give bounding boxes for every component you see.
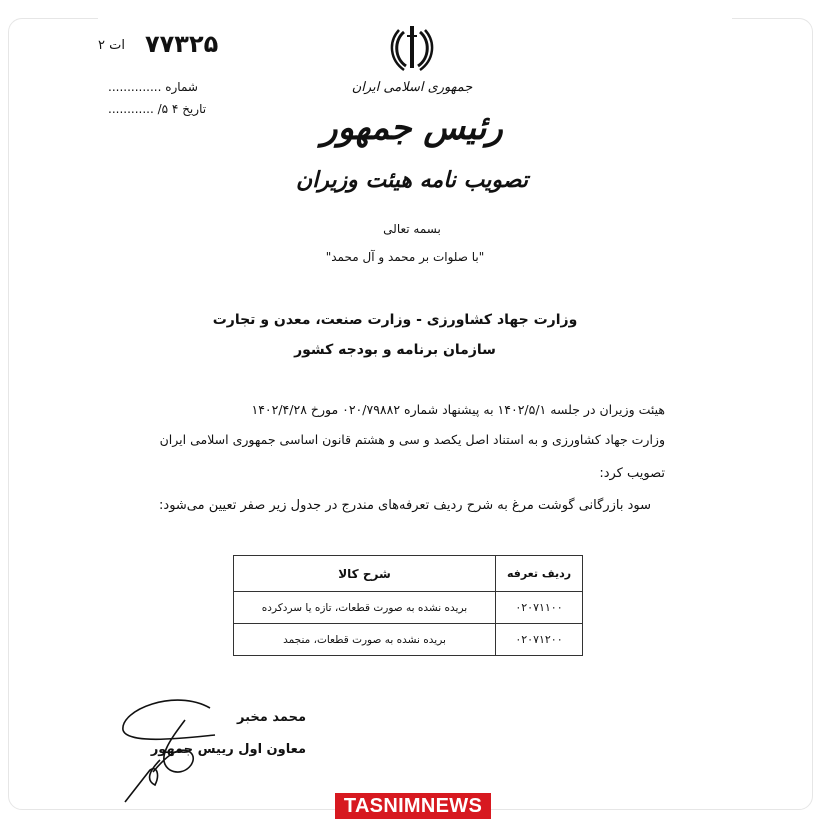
tariff-table <box>233 555 583 656</box>
office-heading: رئیس جمهور <box>321 108 503 148</box>
table-row <box>234 624 583 656</box>
signatory-title: معاون اول رییس جمهور <box>150 742 306 757</box>
serial-number: ۷۷۳۲۵ <box>145 30 219 58</box>
body-line-1: هیئت وزیران در جلسه ۱۴۰۲/۵/۱ به پیشنهاد شماره ۰۲۰/۷۹۸۸۲ مورخ ۱۴۰۲/۴/۲۸ <box>251 402 665 417</box>
tariff-description: بریده نشده به صورت قطعات، تازه یا سردکرده <box>234 592 496 624</box>
bismillah: بسمه تعالی <box>383 222 441 236</box>
republic-heading: جمهوری اسلامی ایران <box>351 80 473 95</box>
salawat-line: "با صلوات بر محمد و آل محمد" <box>325 250 485 264</box>
tariff-code: ۰۲۰۷۱۱۰۰ <box>496 592 583 624</box>
body-line-3: تصویب کرد: <box>599 466 665 481</box>
body-line-4: سود بازرگانی گوشت مرغ به شرح ردیف تعرفه‌های مندرج در جدول زیر صفر تعیین می‌شود: <box>159 498 651 513</box>
document-type-heading: تصویب نامه هیئت وزیران <box>296 168 528 193</box>
signatory-name: محمد مخبر <box>237 710 306 725</box>
tariff-code: ۰۲۰۷۱۲۰۰ <box>496 624 583 656</box>
recipients-line-2: سازمان برنامه و بودجه کشور <box>294 342 496 358</box>
table-header-row <box>234 556 583 592</box>
handwritten-signature <box>115 690 225 805</box>
header-tariff-code: ردیف تعرفه <box>496 556 583 592</box>
body-line-2: وزارت جهاد کشاورزی و به استناد اصل یکصد و سی و هشتم قانون اساسی جمهوری اسلامی ایران <box>159 432 665 447</box>
tasnimnews-logo: TASNIMNEWS <box>335 793 491 819</box>
tariff-description: بریده نشده به صورت قطعات، منجمد <box>234 624 496 656</box>
table-row <box>234 592 583 624</box>
number-field: شماره .............. <box>108 80 198 94</box>
iran-emblem-icon <box>390 24 434 72</box>
serial-prefix: ات ۲ <box>98 38 125 53</box>
recipients-line-1: وزارت جهاد کشاورزی - وزارت صنعت، معدن و تجارت <box>212 312 578 328</box>
header-description: شرح کالا <box>234 556 496 592</box>
date-field: تاریخ ۴ ۵/ ............ <box>108 102 207 116</box>
